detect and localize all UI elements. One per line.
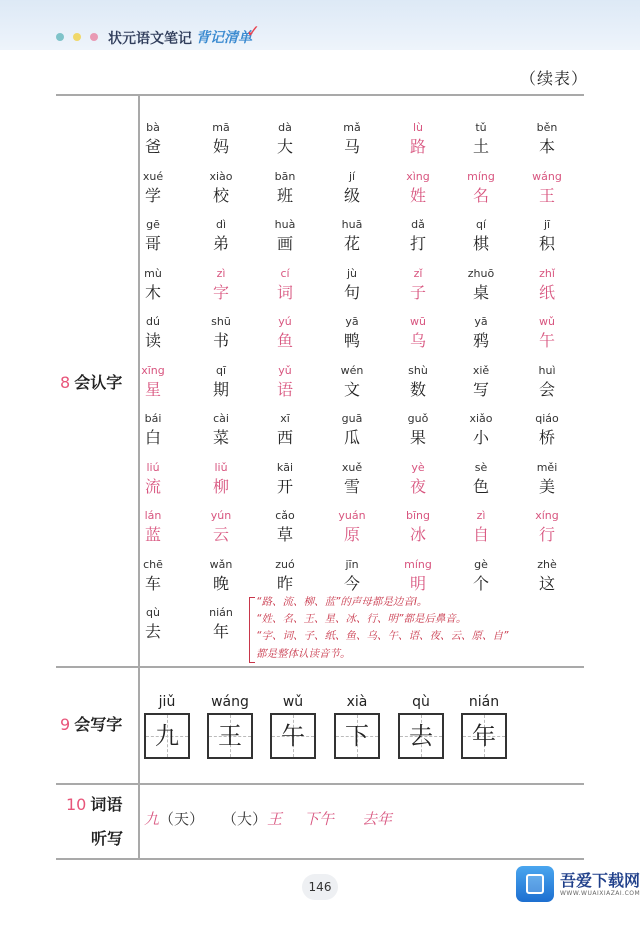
pinyin-label: dǎ [411, 218, 425, 231]
pinyin-label: tǔ [475, 121, 487, 134]
section9-title: 会写字 [74, 715, 123, 734]
recognize-char-item [522, 267, 572, 303]
pinyin-label: yuán [338, 509, 366, 522]
pinyin-label: jīn [345, 557, 359, 571]
character-label: 会 [538, 379, 555, 399]
pinyin-label: liú [146, 460, 160, 474]
recognize-char-item [327, 315, 377, 351]
character-label: 流 [144, 476, 161, 496]
recognize-char-item [128, 509, 178, 545]
character-label: 西 [276, 428, 293, 447]
recognize-char-item [327, 364, 377, 400]
watermark-logo-icon [516, 866, 554, 902]
dictation-word-1 [144, 808, 204, 829]
dictation-word-2 [222, 808, 282, 829]
character-label: 冰 [409, 525, 426, 544]
recognize-char-item [260, 558, 310, 594]
write-char-item [334, 693, 380, 759]
character-label: 白 [144, 428, 161, 447]
recognize-char-item [456, 558, 506, 594]
recognize-char-item [327, 509, 377, 545]
tianzige-box [461, 713, 507, 759]
watermark-url: WWW.WUAIXIAZAI.COM [560, 890, 640, 897]
character-label: 鸭 [343, 331, 360, 350]
pinyin-label: mā [212, 121, 230, 134]
recognize-char-item [522, 364, 572, 400]
recognize-char-item [196, 558, 246, 594]
write-char-item [144, 693, 190, 759]
recognize-char-item [393, 218, 443, 254]
write-pinyin-label: nián [468, 694, 500, 710]
character-label: 瓜 [343, 428, 360, 447]
pinyin-label: gè [474, 557, 488, 571]
recognize-char-item [456, 315, 506, 351]
character-label: 书 [212, 331, 229, 350]
character-label: 马 [343, 137, 360, 156]
recognize-char-item [260, 315, 310, 351]
recognize-char-item [456, 218, 506, 254]
pinyin-label: zhǐ [539, 266, 555, 280]
recognize-char-item [393, 315, 443, 351]
pinyin-label: wáng [532, 169, 562, 183]
character-label: 星 [144, 379, 161, 399]
recognize-char-item [456, 509, 506, 545]
character-label: 云 [212, 525, 229, 544]
recognize-char-item [128, 364, 178, 400]
pinyin-label: yú [278, 315, 292, 328]
character-label: 雪 [343, 476, 360, 496]
section8-label [60, 370, 122, 393]
pinyin-label: qù [146, 606, 160, 619]
pinyin-label: zhuō [467, 266, 495, 280]
pinyin-label: xī [280, 412, 290, 425]
pinyin-label: bà [146, 121, 160, 134]
pinyin-label: zuó [275, 557, 295, 571]
character-label: 车 [144, 573, 161, 593]
pinyin-label: xiǎo [469, 412, 493, 425]
pinyin-label: lù [412, 121, 424, 134]
recognize-char-item [196, 606, 246, 642]
recognize-char-item [260, 364, 310, 400]
pinyin-label: wǔ [539, 315, 555, 328]
character-label: 木 [144, 282, 161, 302]
character-label: 草 [276, 525, 293, 544]
recognize-char-item [522, 121, 572, 157]
character-label: 鸦 [472, 331, 489, 350]
character-label: 蓝 [144, 525, 161, 544]
write-character: 午 [281, 722, 305, 750]
write-char-item [398, 693, 444, 759]
book-subtitle: 背记清单 [196, 30, 252, 46]
header-band [0, 0, 640, 50]
recognize-char-item [196, 218, 246, 254]
pinyin-label: xíng [535, 509, 559, 522]
recognize-char-item [393, 558, 443, 594]
recognize-char-item [128, 121, 178, 157]
character-label: 打 [409, 234, 426, 253]
recognize-char-item [327, 267, 377, 303]
write-character: 年 [472, 722, 496, 750]
recognize-char-item [196, 412, 246, 448]
pinyin-label: cǎo [275, 509, 295, 522]
section10-label [66, 792, 122, 815]
recognize-char-item [260, 412, 310, 448]
recognize-char-item [128, 170, 178, 206]
recognize-char-item [327, 218, 377, 254]
pinyin-label: qī [215, 363, 227, 377]
section10-number: 10 [66, 795, 87, 814]
pinyin-label: mù [144, 266, 162, 280]
decor-dot-yellow [73, 33, 81, 41]
recognize-char-item [196, 364, 246, 400]
tianzige-box [270, 713, 316, 759]
pinyin-label: yā [345, 315, 359, 328]
recognize-char-item [393, 121, 443, 157]
recognize-char-item [327, 121, 377, 157]
section8-number: 8 [60, 373, 71, 392]
character-label: 鱼 [276, 331, 293, 350]
note-line-1: “路、流、柳、蓝”的声母都是边音l。 [256, 596, 428, 608]
table-divider-10 [56, 783, 584, 785]
write-pinyin-label: xià [346, 694, 368, 710]
recognize-char-item [456, 170, 506, 206]
tianzige-box [398, 713, 444, 759]
character-label: 柳 [212, 476, 229, 496]
character-label: 姓 [409, 185, 426, 205]
pinyin-label: huā [341, 218, 363, 231]
recognize-char-item [327, 412, 377, 448]
pinyin-label: liǔ [214, 460, 228, 474]
pinyin-label: gē [146, 218, 160, 231]
pinyin-label: lán [144, 509, 162, 522]
pinyin-label: yǔ [278, 363, 292, 377]
pinyin-label: wū [410, 315, 426, 328]
pinyin-label: jí [348, 169, 356, 183]
character-label: 这 [538, 573, 555, 593]
pinyin-label: wǎn [209, 557, 233, 571]
character-label: 语 [276, 379, 293, 399]
pinyin-label: shū [211, 315, 231, 328]
recognize-char-item [393, 364, 443, 400]
pinyin-label: cí [280, 266, 290, 280]
pinyin-label: kāi [276, 460, 294, 474]
pinyin-label: huà [274, 218, 296, 231]
pinyin-label: xìng [406, 169, 430, 183]
recognize-char-item [327, 461, 377, 497]
recognize-char-item [128, 315, 178, 351]
pinyin-label: běn [536, 121, 558, 134]
recognize-char-item [456, 364, 506, 400]
character-label: 花 [343, 234, 360, 253]
pinyin-label: guǒ [407, 412, 429, 425]
character-label: 积 [538, 234, 555, 253]
write-character: 王 [218, 722, 242, 750]
character-label: 开 [276, 476, 293, 496]
recognize-char-item [196, 509, 246, 545]
character-label: 写 [472, 379, 489, 399]
section10-title-1: 词语 [90, 795, 123, 814]
pinyin-label: dì [215, 218, 227, 231]
recognize-char-item [393, 412, 443, 448]
pinyin-label: huì [538, 363, 556, 377]
pinyin-label: xiào [209, 169, 233, 183]
table-top-line [56, 94, 584, 96]
pinyin-label: yā [474, 315, 488, 328]
pinyin-label: bān [274, 169, 296, 183]
pinyin-label: míng [404, 557, 432, 571]
character-label: 名 [472, 185, 489, 205]
note-line-3: “字、词、子、纸、鱼、乌、午、语、夜、云、原、自” [256, 630, 509, 642]
character-label: 自 [472, 525, 489, 544]
character-label: 班 [276, 185, 293, 205]
pinyin-label: cài [213, 412, 229, 425]
dictation-word-4 [362, 808, 392, 829]
recognize-char-item [456, 461, 506, 497]
recognize-char-item [456, 412, 506, 448]
note-line-2: “姓、名、王、星、冰、行、明”都是后鼻音。 [256, 613, 467, 625]
recognize-char-item [393, 170, 443, 206]
character-label: 校 [212, 185, 229, 205]
character-label: 午 [538, 331, 555, 350]
character-label: 夜 [409, 476, 426, 496]
character-label: 小 [472, 428, 489, 447]
recognize-char-item [260, 218, 310, 254]
recognize-char-item [327, 170, 377, 206]
write-character: 去 [409, 722, 433, 750]
table-divider-9 [56, 666, 584, 668]
table-bottom-line [56, 858, 584, 860]
character-label: 本 [538, 137, 555, 156]
write-char-item [207, 693, 253, 759]
write-pinyin-label: wǔ [282, 694, 304, 710]
write-character: 下 [345, 722, 369, 750]
recognize-char-item [393, 461, 443, 497]
recognize-char-item [260, 267, 310, 303]
character-label: 路 [409, 137, 426, 156]
recognize-char-item [522, 412, 572, 448]
dictation-word-2-char: 王 [267, 810, 283, 828]
write-char-item [461, 693, 507, 759]
character-label: 乌 [409, 331, 426, 350]
pinyin-label: bái [144, 412, 162, 425]
write-pinyin-label: jiǔ [158, 694, 176, 710]
recognize-char-item [522, 170, 572, 206]
character-label: 色 [472, 476, 489, 496]
pinyin-label: shù [408, 363, 428, 377]
recognize-char-item [522, 461, 572, 497]
pinyin-label: zì [476, 509, 486, 522]
write-char-item [270, 693, 316, 759]
section9-label [60, 712, 122, 735]
character-label: 果 [409, 428, 426, 447]
pinyin-label: sè [474, 460, 488, 474]
recognize-char-item [260, 509, 310, 545]
character-label: 年 [212, 622, 229, 641]
recognize-char-item [522, 509, 572, 545]
pinyin-label: zhè [537, 557, 557, 571]
character-label: 王 [538, 185, 555, 205]
recognize-char-item [456, 121, 506, 157]
pinyin-label: zǐ [413, 266, 423, 280]
pinyin-label: nián [209, 606, 233, 619]
recognize-char-item [196, 315, 246, 351]
pinyin-label: míng [467, 169, 495, 183]
write-character: 九 [155, 722, 179, 750]
pinyin-label: qí [475, 218, 487, 231]
page-number: 146 [302, 874, 338, 900]
pinyin-label: yè [411, 460, 425, 474]
pinyin-label: mǎ [343, 121, 361, 134]
character-label: 桌 [472, 282, 489, 302]
character-label: 哥 [144, 234, 161, 253]
pinyin-label: zì [216, 266, 226, 280]
character-label: 爸 [144, 137, 161, 156]
recognize-char-item [522, 558, 572, 594]
decor-dot-pink [90, 33, 98, 41]
recognize-char-item [260, 121, 310, 157]
character-label: 文 [343, 379, 360, 399]
character-label: 级 [343, 185, 360, 205]
character-label: 纸 [538, 282, 555, 302]
watermark-title: 吾爱下载网 [560, 871, 640, 890]
character-label: 昨 [276, 573, 293, 593]
recognize-char-item [128, 558, 178, 594]
section8-title: 会认字 [74, 373, 123, 392]
pinyin-label: chē [143, 557, 163, 571]
section9-number: 9 [60, 715, 71, 734]
pinyin-label: xué [142, 169, 164, 183]
tianzige-box [207, 713, 253, 759]
recognize-char-item [260, 170, 310, 206]
recognize-char-item [196, 121, 246, 157]
recognize-char-item [196, 461, 246, 497]
recognize-char-item [260, 461, 310, 497]
book-title: 状元语文笔记 [108, 31, 192, 47]
character-label: 数 [409, 379, 426, 399]
note-bracket [249, 597, 255, 663]
recognize-char-item [128, 412, 178, 448]
pinyin-label: xīng [141, 363, 165, 377]
recognize-char-item [393, 267, 443, 303]
write-pinyin-label: wáng [211, 694, 249, 710]
recognize-char-item [128, 606, 178, 642]
character-label: 大 [276, 137, 293, 156]
recognize-char-item [128, 461, 178, 497]
character-label: 明 [409, 573, 426, 593]
tianzige-box [144, 713, 190, 759]
character-label: 妈 [212, 137, 229, 156]
recognize-char-item [393, 509, 443, 545]
character-label: 原 [343, 525, 360, 544]
pinyin-label: xiě [472, 363, 490, 377]
dictation-word-3-text: 下午 [304, 810, 335, 828]
character-label: 词 [276, 282, 293, 302]
recognize-char-item [522, 315, 572, 351]
dictation-word-3 [304, 808, 334, 829]
pinyin-label: bīng [406, 509, 430, 522]
character-label: 字 [212, 282, 229, 302]
character-label: 读 [144, 331, 161, 350]
check-icon: ✓ [246, 22, 261, 42]
character-label: 弟 [212, 234, 229, 253]
character-label: 晚 [212, 573, 229, 593]
character-label: 学 [144, 185, 161, 205]
dictation-word-4-text: 去年 [362, 810, 393, 828]
pinyin-label: dú [146, 315, 160, 328]
pinyin-label: xuě [341, 460, 363, 474]
pinyin-label: wén [340, 363, 364, 377]
recognize-char-item [327, 558, 377, 594]
dictation-word-1-char: 九 [144, 810, 160, 828]
pinyin-label: qiáo [535, 412, 559, 425]
dictation-word-1-paren: （天） [159, 810, 205, 828]
character-label: 句 [343, 282, 360, 302]
tianzige-box [334, 713, 380, 759]
character-label: 土 [472, 137, 489, 156]
character-label: 个 [472, 573, 489, 593]
character-label: 期 [212, 379, 229, 399]
recognize-char-item [456, 267, 506, 303]
character-label: 行 [538, 525, 555, 544]
character-label: 画 [276, 234, 293, 253]
pinyin-label: yún [210, 509, 232, 522]
pinyin-label: jī [543, 218, 551, 231]
decor-dot-teal [56, 33, 64, 41]
pinyin-label: dà [278, 121, 292, 134]
character-label: 棋 [472, 234, 489, 253]
character-label: 美 [538, 476, 555, 496]
pinyin-label: jù [346, 266, 358, 280]
dictation-word-2-paren: （大） [222, 810, 268, 828]
recognize-char-item [128, 218, 178, 254]
write-pinyin-label: qù [412, 694, 430, 710]
recognize-char-item [128, 267, 178, 303]
character-label: 菜 [212, 428, 229, 447]
character-label: 子 [409, 282, 426, 302]
pinyin-label: guā [341, 412, 363, 425]
recognize-char-item [522, 218, 572, 254]
section10-title-2: 听写 [91, 829, 124, 848]
recognize-char-item [196, 170, 246, 206]
pinyin-label: měi [536, 460, 558, 474]
note-line-4: 都是整体认读音节。 [256, 648, 351, 660]
character-label: 去 [144, 622, 161, 641]
continued-label: （续表） [520, 69, 589, 88]
character-label: 桥 [538, 428, 555, 447]
recognize-char-item [196, 267, 246, 303]
character-label: 今 [343, 573, 360, 593]
